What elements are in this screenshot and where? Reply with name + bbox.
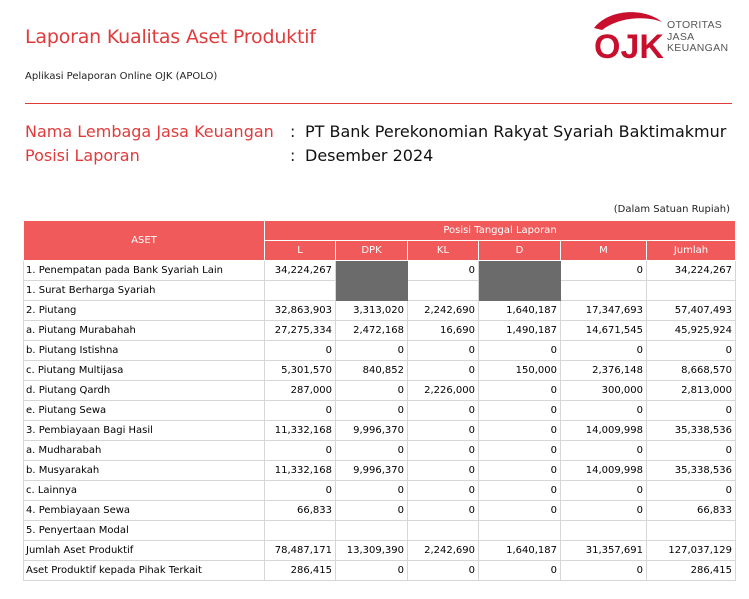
value-cell: 2,226,000 [408,381,479,401]
row-label: 4. Pembiayaan Sewa [24,501,265,521]
value-cell: 2,242,690 [408,541,479,561]
value-cell: 34,224,267 [265,261,336,281]
shaded-cell [479,261,561,281]
value-cell: 32,863,903 [265,301,336,321]
value-cell: 0 [561,341,647,361]
row-label: 3. Pembiayaan Bagi Hasil [24,421,265,441]
value-cell [647,281,736,301]
table-row [24,341,736,361]
value-cell: 27,275,334 [265,321,336,341]
value-cell: 2,376,148 [561,361,647,381]
value-cell [265,521,336,541]
value-cell: 14,009,998 [561,421,647,441]
value-cell: 300,000 [561,381,647,401]
row-label: 1. Surat Berharga Syariah [24,281,265,301]
value-cell: 2,813,000 [647,381,736,401]
value-cell: 0 [647,341,736,361]
value-cell: 0 [336,381,408,401]
column-header-kl: KL [408,241,479,261]
row-label: b. Piutang Istishna [24,341,265,361]
value-cell: 0 [336,501,408,521]
value-cell: 0 [561,501,647,521]
row-label: a. Mudharabah [24,441,265,461]
row-label: Jumlah Aset Produktif [24,541,265,561]
value-cell [561,281,647,301]
value-cell: 0 [647,481,736,501]
value-cell: 0 [408,401,479,421]
value-cell [408,521,479,541]
table-row [24,261,736,281]
value-cell: 13,309,390 [336,541,408,561]
value-cell: 286,415 [647,561,736,581]
value-cell: 0 [408,461,479,481]
value-cell: 0 [479,341,561,361]
value-cell: 0 [265,481,336,501]
row-label: d. Piutang Qardh [24,381,265,401]
value-cell: 35,338,536 [647,461,736,481]
unit-note: (Dalam Satuan Rupiah) [613,204,730,215]
value-cell [647,521,736,541]
value-cell: 11,332,168 [265,421,336,441]
value-cell: 0 [265,341,336,361]
value-cell: 0 [479,421,561,441]
row-label: 2. Piutang [24,301,265,321]
table-row [24,561,736,581]
value-cell: 35,338,536 [647,421,736,441]
value-cell: 0 [561,561,647,581]
period-colon: : [290,146,296,165]
value-cell: 11,332,168 [265,461,336,481]
column-header-d: D [479,241,561,261]
value-cell: 0 [408,561,479,581]
row-label: b. Musyarakah [24,461,265,481]
row-label: 1. Penempatan pada Bank Syariah Lain [24,261,265,281]
value-cell: 14,671,545 [561,321,647,341]
value-cell: 0 [265,441,336,461]
row-label: 5. Penyertaan Modal [24,521,265,541]
value-cell: 57,407,493 [647,301,736,321]
period-value: Desember 2024 [305,146,434,165]
value-cell: 0 [336,561,408,581]
value-cell: 0 [479,381,561,401]
table-row [24,361,736,381]
column-header-dpk: DPK [336,241,408,261]
institution-colon: : [290,122,296,141]
value-cell: 287,000 [265,381,336,401]
period-label: Posisi Laporan [25,146,140,165]
table-row [24,381,736,401]
value-cell: 0 [561,401,647,421]
value-cell: 0 [479,561,561,581]
app-subtitle: Aplikasi Pelaporan Online OJK (APOLO) [25,71,218,82]
logo-line-3: KEUANGAN [667,42,729,54]
row-label: Aset Produktif kepada Pihak Terkait [24,561,265,581]
value-cell: 14,009,998 [561,461,647,481]
value-cell: 31,357,691 [561,541,647,561]
value-cell: 0 [336,481,408,501]
table-row [24,481,736,501]
value-cell: 16,690 [408,321,479,341]
value-cell: 1,640,187 [479,301,561,321]
value-cell: 66,833 [647,501,736,521]
table-row [24,521,736,541]
value-cell [561,521,647,541]
value-cell: 0 [408,481,479,501]
value-cell: 0 [561,481,647,501]
column-header-l: L [265,241,336,261]
row-label: a. Piutang Murabahah [24,321,265,341]
value-cell: 0 [408,261,479,281]
table-row [24,321,736,341]
value-cell: 0 [408,501,479,521]
value-cell: 0 [479,461,561,481]
value-cell: 45,925,924 [647,321,736,341]
table-row [24,461,736,481]
value-cell: 0 [479,501,561,521]
value-cell: 1,490,187 [479,321,561,341]
value-cell: 3,313,020 [336,301,408,321]
table-row [24,541,736,561]
value-cell: 9,996,370 [336,461,408,481]
institution-label: Nama Lembaga Jasa Keuangan [25,122,274,141]
table-row [24,441,736,461]
table-row [24,401,736,421]
value-cell: 9,996,370 [336,421,408,441]
value-cell: 0 [479,481,561,501]
institution-value: PT Bank Perekonomian Rakyat Syariah Baktimakmur [305,122,727,141]
table-row [24,281,736,301]
value-cell: 66,833 [265,501,336,521]
value-cell: 0 [336,341,408,361]
value-cell: 17,347,693 [561,301,647,321]
header-divider [25,103,732,104]
value-cell [336,521,408,541]
value-cell: 0 [647,441,736,461]
value-cell: 0 [561,441,647,461]
row-label: c. Piutang Multijasa [24,361,265,381]
value-cell: 34,224,267 [647,261,736,281]
asset-quality-table [23,220,736,581]
value-cell: 0 [561,261,647,281]
table-row [24,301,736,321]
row-label: c. Lainnya [24,481,265,501]
logo-wordmark [667,20,728,55]
column-header-jumlah: Jumlah [647,241,736,261]
value-cell: 1,640,187 [479,541,561,561]
header-asset: ASET [24,221,265,261]
value-cell: 5,301,570 [265,361,336,381]
value-cell: 0 [408,441,479,461]
value-cell: 0 [408,421,479,441]
value-cell: 150,000 [479,361,561,381]
column-header-m: M [561,241,647,261]
value-cell [265,281,336,301]
shaded-cell [479,281,561,301]
value-cell: 0 [336,401,408,421]
value-cell: 286,415 [265,561,336,581]
value-cell: 127,037,129 [647,541,736,561]
value-cell: 0 [408,341,479,361]
table-row [24,421,736,441]
value-cell: 2,242,690 [408,301,479,321]
table-row [24,501,736,521]
value-cell: 0 [479,441,561,461]
value-cell [479,521,561,541]
logo-line-2: JASA [667,30,695,43]
logo-mark: OJK [594,28,664,62]
value-cell: 0 [479,401,561,421]
shaded-cell [336,261,408,281]
report-title: Laporan Kualitas Aset Produktif [25,26,316,48]
value-cell: 0 [647,401,736,421]
value-cell: 0 [265,401,336,421]
header-position-group: Posisi Tanggal Laporan [265,221,736,241]
value-cell: 78,487,171 [265,541,336,561]
value-cell: 2,472,168 [336,321,408,341]
value-cell: 0 [408,361,479,381]
shaded-cell [336,281,408,301]
row-label: e. Piutang Sewa [24,401,265,421]
logo-line-1: OTORITAS [667,19,723,31]
value-cell: 840,852 [336,361,408,381]
table-body [24,261,736,581]
value-cell [408,281,479,301]
value-cell: 0 [336,441,408,461]
value-cell: 8,668,570 [647,361,736,381]
